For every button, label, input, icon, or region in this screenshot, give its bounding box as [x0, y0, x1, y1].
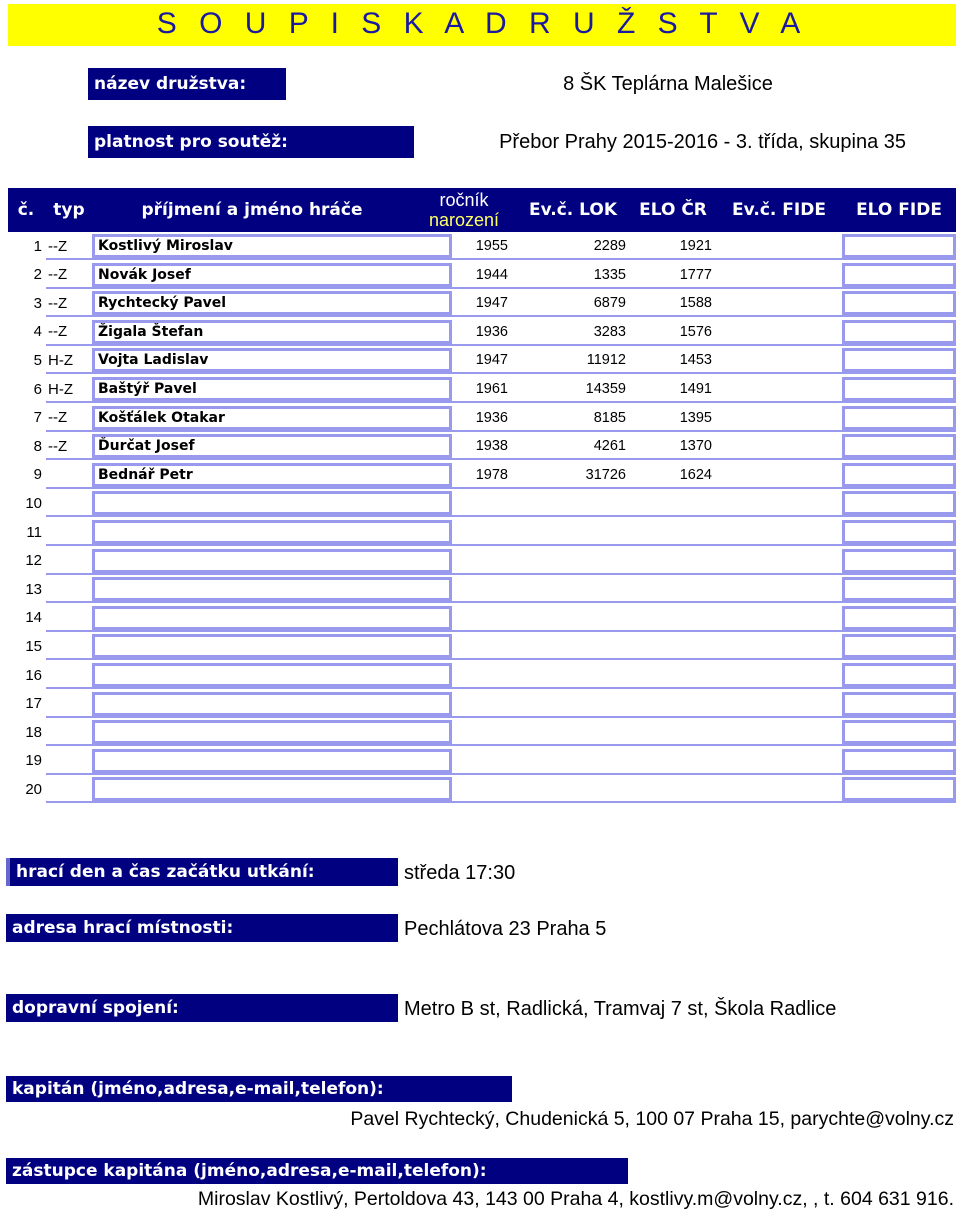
evc-lok: 4261: [593, 438, 626, 455]
elo-fide: [842, 606, 956, 630]
header-elo-cr: ELO ČR: [639, 200, 707, 220]
evc-fide: [716, 377, 842, 401]
row-number: 1: [33, 237, 42, 255]
player-type: [46, 577, 92, 601]
row-number: 17: [25, 695, 42, 713]
evc-lok: [512, 663, 630, 687]
table-row: [8, 718, 956, 746]
table-row: [8, 775, 956, 803]
player-name: Košťálek Otakar: [92, 406, 452, 430]
elo-fide: [842, 749, 956, 773]
elo-fide: [842, 720, 956, 744]
birth-year: 1936: [475, 323, 508, 340]
header-year-line1: ročník: [439, 190, 489, 210]
table-row: [8, 489, 956, 517]
birth-year: [452, 692, 512, 716]
evc-lok: 14359: [585, 381, 626, 397]
header-name: příjmení a jméno hráče: [141, 200, 363, 220]
evc-fide: [716, 720, 842, 744]
evc-lok: 11912: [586, 352, 626, 369]
elo-fide: [842, 234, 956, 258]
table-row: [8, 375, 956, 403]
player-type: --Z: [48, 266, 68, 284]
birth-year: [452, 577, 512, 601]
player-name: [92, 692, 452, 716]
elo-cr: [630, 692, 716, 716]
elo-cr: 1588: [679, 295, 712, 312]
elo-fide: [842, 406, 956, 430]
player-name: Kostlivý Miroslav: [92, 234, 452, 258]
player-name: Baštýř Pavel: [92, 377, 452, 401]
player-type: [46, 463, 92, 487]
table-row: [8, 604, 956, 632]
evc-fide: [716, 606, 842, 630]
row-number: 18: [25, 723, 42, 741]
birth-year: 1938: [475, 438, 508, 455]
player-type: [46, 777, 92, 801]
evc-lok: [512, 720, 630, 744]
header-evc-fide: Ev.č. FIDE: [732, 200, 826, 220]
table-row: [8, 518, 956, 546]
elo-fide: [842, 520, 956, 544]
player-type: --Z: [48, 237, 68, 255]
elo-cr: [630, 520, 716, 544]
player-type: H-Z: [48, 351, 73, 369]
elo-cr: 1370: [679, 438, 712, 455]
player-type: [46, 491, 92, 515]
player-name: [92, 491, 452, 515]
evc-lok: [512, 634, 630, 658]
birth-year: [452, 663, 512, 687]
title-bar: [8, 4, 956, 46]
table-row: [8, 318, 956, 346]
evc-lok: 6879: [593, 295, 626, 312]
elo-cr: [630, 663, 716, 687]
row-number: 7: [33, 409, 42, 427]
row-number: 3: [33, 294, 42, 312]
evc-fide: [716, 320, 842, 344]
evc-fide: [716, 463, 842, 487]
validity-label: platnost pro soutěž:: [88, 126, 414, 158]
player-type: [46, 663, 92, 687]
player-name: [92, 777, 452, 801]
elo-cr: [630, 549, 716, 573]
evc-lok: 2289: [593, 238, 626, 254]
elo-cr: 1491: [679, 381, 712, 397]
row-number: 19: [25, 752, 42, 770]
elo-fide: [842, 377, 956, 401]
elo-fide: [842, 348, 956, 372]
player-type: --Z: [48, 409, 68, 427]
player-name: [92, 663, 452, 687]
evc-fide: [716, 749, 842, 773]
birth-year: [452, 720, 512, 744]
player-type: --Z: [48, 323, 68, 341]
player-type: [46, 606, 92, 630]
evc-fide: [716, 520, 842, 544]
table-row: [8, 690, 956, 718]
player-type: [46, 549, 92, 573]
header-evc-lok: Ev.č. LOK: [528, 200, 618, 220]
roster-table: [0, 232, 960, 802]
row-number: 8: [33, 437, 42, 455]
elo-cr: [630, 634, 716, 658]
evc-lok: [512, 606, 630, 630]
evc-fide: [716, 692, 842, 716]
player-name: Novák Josef: [92, 263, 452, 287]
evc-lok: 3283: [593, 323, 626, 340]
row-number: 6: [33, 380, 42, 398]
vice-captain-label: zástupce kapitána (jméno,adresa,e-mail,telefon):: [6, 1158, 628, 1184]
elo-cr: [630, 777, 716, 801]
elo-cr: 1624: [679, 466, 712, 483]
elo-cr: [630, 577, 716, 601]
birth-year: 1955: [475, 238, 508, 254]
header-type: typ: [53, 200, 85, 220]
play-day-value: středa 17:30: [404, 861, 516, 884]
elo-cr: 1453: [679, 352, 712, 369]
page-title: S O U P I S K A D R U Ž S T V A: [156, 7, 808, 40]
elo-cr: [630, 606, 716, 630]
captain-value: Pavel Rychtecký, Chudenická 5, 100 07 Praha 15, parychte@volny.cz: [350, 1107, 954, 1130]
captain-label: kapitán (jméno,adresa,e-mail,telefon):: [6, 1076, 512, 1102]
elo-fide: [842, 291, 956, 315]
vice-captain-value: Miroslav Kostlivý, Pertoldova 43, 143 00 Praha 4, kostlivy.m@volny.cz, , t. 604 631 916.: [197, 1187, 954, 1210]
player-name: [92, 549, 452, 573]
row-number: 13: [25, 580, 42, 598]
evc-lok: [512, 692, 630, 716]
birth-year: [452, 491, 512, 515]
table-row: [8, 547, 956, 575]
row-number: 16: [25, 666, 42, 684]
validity-value: Přebor Prahy 2015-2016 - 3. třída, skupina 35: [499, 130, 906, 153]
elo-fide: [842, 549, 956, 573]
evc-fide: [716, 777, 842, 801]
elo-fide: [842, 692, 956, 716]
birth-year: 1947: [475, 352, 508, 369]
evc-lok: 1335: [593, 266, 626, 283]
elo-cr: [630, 749, 716, 773]
evc-fide: [716, 234, 842, 258]
evc-fide: [716, 634, 842, 658]
player-type: [46, 634, 92, 658]
row-number: 14: [25, 609, 42, 627]
evc-lok: 8185: [593, 409, 626, 426]
player-type: [46, 692, 92, 716]
birth-year: [452, 634, 512, 658]
team-name-value: 8 ŠK Teplárna Malešice: [563, 72, 773, 95]
transport-label: dopravní spojení:: [6, 994, 398, 1022]
player-name: [92, 720, 452, 744]
table-row: [8, 461, 956, 489]
player-name: [92, 634, 452, 658]
evc-lok: [512, 749, 630, 773]
player-name: Žigala Štefan: [92, 320, 452, 344]
elo-fide: [842, 634, 956, 658]
evc-lok: [512, 777, 630, 801]
table-row: [8, 232, 956, 260]
row-number: 10: [25, 494, 42, 512]
roster-header: [8, 188, 956, 232]
elo-cr: [630, 720, 716, 744]
player-name: [92, 606, 452, 630]
evc-fide: [716, 263, 842, 287]
elo-cr: 1576: [679, 323, 712, 340]
header-elo-fide: ELO FIDE: [856, 200, 942, 220]
birth-year: [452, 520, 512, 544]
elo-fide: [842, 663, 956, 687]
player-type: [46, 720, 92, 744]
header-year: [412, 188, 516, 232]
player-type: [46, 749, 92, 773]
row-number: 2: [33, 266, 42, 284]
birth-year: 1944: [475, 266, 508, 283]
elo-fide: [842, 320, 956, 344]
evc-fide: [716, 291, 842, 315]
evc-lok: [512, 577, 630, 601]
table-row: [8, 289, 956, 317]
birth-year: [452, 749, 512, 773]
elo-fide: [842, 263, 956, 287]
evc-lok: [512, 520, 630, 544]
table-row: [8, 404, 956, 432]
elo-fide: [842, 577, 956, 601]
player-type: [46, 520, 92, 544]
venue-value: Pechlátova 23 Praha 5: [404, 917, 607, 940]
player-type: --Z: [48, 294, 68, 312]
elo-fide: [842, 491, 956, 515]
row-number: 20: [25, 780, 42, 798]
elo-cr: 1395: [679, 409, 712, 426]
player-name: Vojta Ladislav: [92, 348, 452, 372]
table-row: [8, 346, 956, 374]
birth-year: 1978: [475, 466, 508, 483]
row-number: 4: [33, 323, 42, 341]
table-row: [8, 747, 956, 775]
birth-year: 1947: [475, 295, 508, 312]
birth-year: 1936: [475, 409, 508, 426]
birth-year: [452, 606, 512, 630]
evc-fide: [716, 549, 842, 573]
player-name: [92, 577, 452, 601]
table-row: [8, 575, 956, 603]
play-day-label: hrací den a čas začátku utkání:: [6, 858, 398, 886]
table-row: [8, 261, 956, 289]
birth-year: [452, 777, 512, 801]
player-type: --Z: [48, 437, 68, 455]
player-name: [92, 749, 452, 773]
table-row: [8, 632, 956, 660]
evc-lok: [512, 549, 630, 573]
elo-fide: [842, 777, 956, 801]
evc-fide: [716, 348, 842, 372]
evc-fide: [716, 406, 842, 430]
evc-fide: [716, 434, 842, 458]
row-number: 11: [26, 523, 42, 541]
evc-fide: [716, 577, 842, 601]
table-row: [8, 432, 956, 460]
header-num: č.: [17, 200, 35, 220]
evc-fide: [716, 491, 842, 515]
player-name: Rychtecký Pavel: [92, 291, 452, 315]
row-number: 5: [33, 351, 42, 369]
table-row: [8, 661, 956, 689]
elo-cr: 1921: [679, 238, 712, 254]
row-divider: [46, 801, 956, 803]
evc-lok: 31726: [585, 466, 626, 483]
evc-fide: [716, 663, 842, 687]
elo-cr: [630, 491, 716, 515]
elo-fide: [842, 434, 956, 458]
transport-value: Metro B st, Radlická, Tramvaj 7 st, Škola Radlice: [404, 997, 837, 1020]
elo-cr: 1777: [679, 266, 712, 283]
row-number: 15: [25, 637, 42, 655]
evc-lok: [512, 491, 630, 515]
player-type: H-Z: [48, 380, 73, 398]
team-name-label: název družstva:: [88, 68, 286, 100]
player-name: Bednář Petr: [92, 463, 452, 487]
birth-year: 1961: [475, 381, 508, 397]
header-year-line2: narození: [428, 210, 500, 230]
player-name: Ďurčat Josef: [92, 434, 452, 458]
birth-year: [452, 549, 512, 573]
row-number: 9: [33, 466, 42, 484]
row-number: 12: [25, 552, 42, 570]
elo-fide: [842, 463, 956, 487]
venue-label: adresa hrací místnosti:: [6, 914, 398, 942]
player-name: [92, 520, 452, 544]
